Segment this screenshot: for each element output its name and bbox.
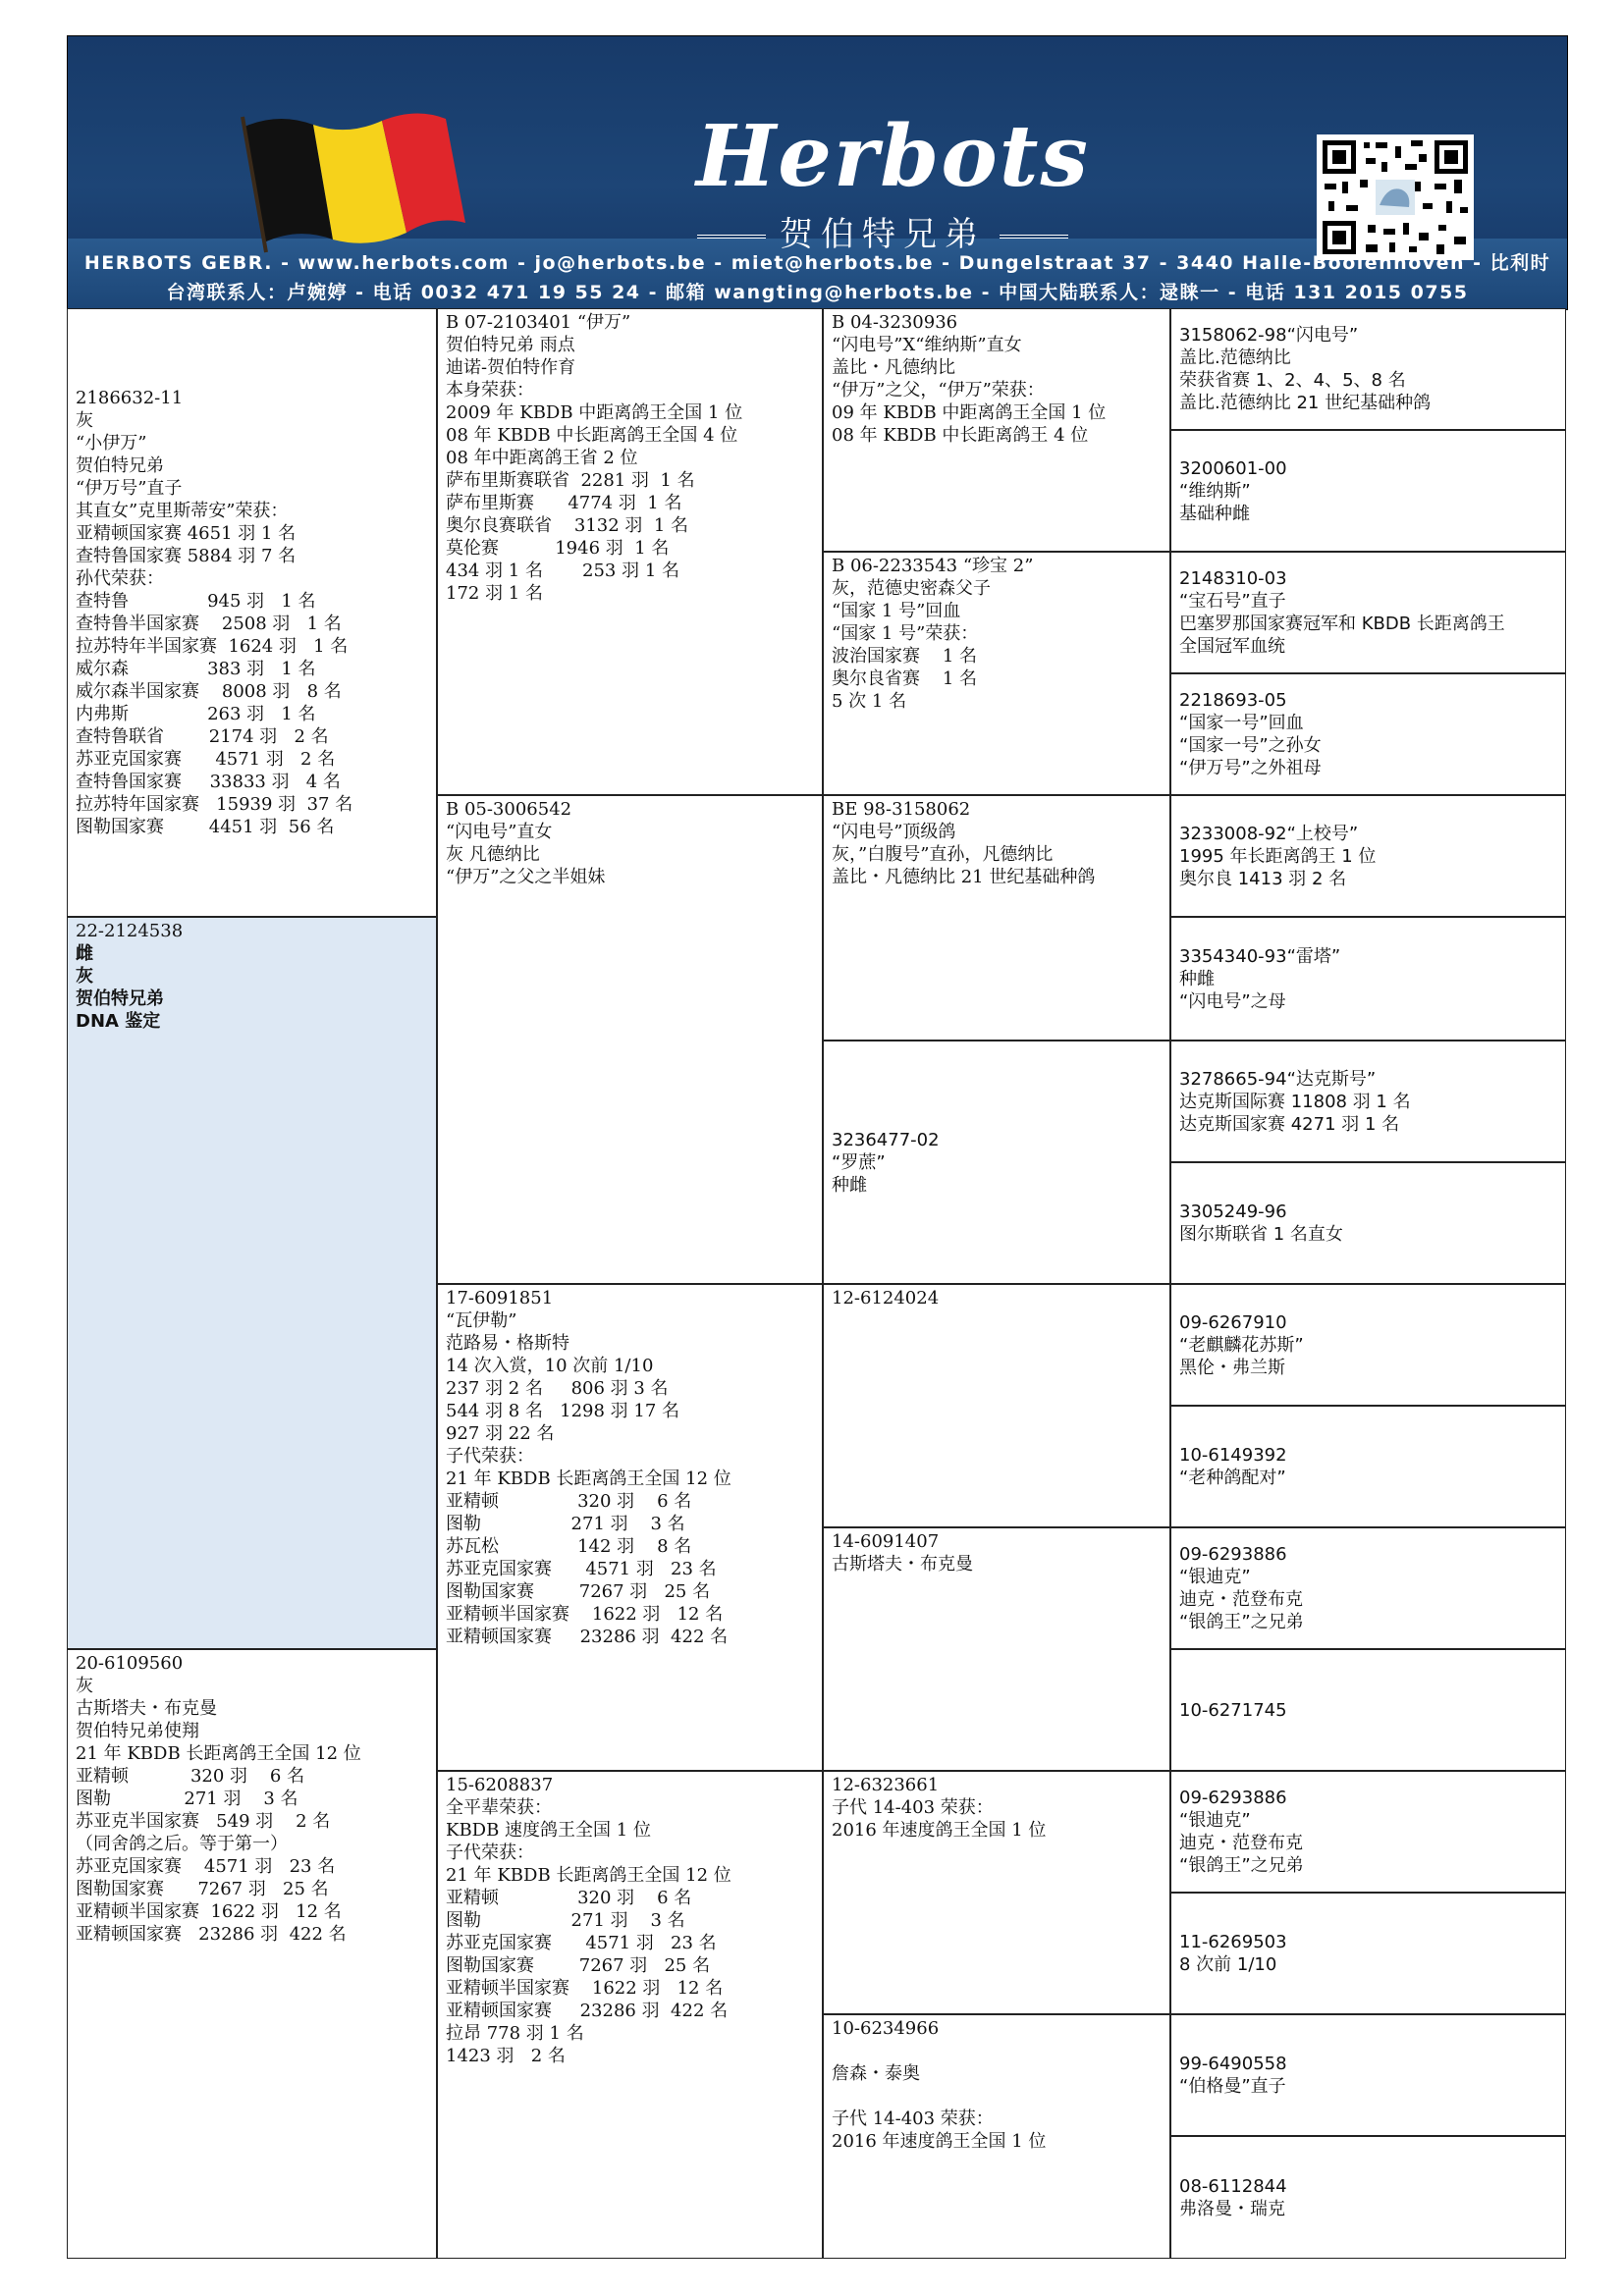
text-line: 本身荣获：: [446, 380, 534, 400]
text-line: 2186632-11: [76, 388, 184, 408]
text-line: 1423 羽 2 名: [446, 2046, 566, 2066]
text-line: 10-6149392: [1179, 1445, 1287, 1466]
text-line: 查特鲁 945 羽 1 名: [76, 591, 316, 612]
text-line: 迪诺-贺伯特作育: [446, 357, 576, 378]
text-line: 盖比.范德纳比 21 世纪基础种鸽: [1179, 393, 1432, 413]
text-line: 08 年 KBDB 中长距离鸽王 4 位: [832, 425, 1089, 446]
text-line: 图勒 271 羽 3 名: [76, 1789, 298, 1809]
text-line: （同舍鸽之后。等于第一）: [76, 1834, 288, 1854]
gen2-box-1: [437, 308, 823, 795]
subject-sex: 雌: [76, 943, 93, 964]
text-line: 基础种雌: [1179, 503, 1250, 524]
text-line: 子代 14-403 荣获：: [832, 1797, 994, 1818]
text-line: 亚精顿国家赛 23286 羽 422 名: [446, 2001, 729, 2021]
gen4-box-5: [1170, 795, 1566, 917]
gen4-details-15: [1179, 2053, 1557, 2098]
text-line: 子代荣获：: [446, 1446, 534, 1467]
qr-code-icon: [1317, 134, 1474, 260]
gen4-box-16: [1170, 2136, 1566, 2259]
gen4-box-13: [1170, 1771, 1566, 1893]
text-line: 其直女”克里斯蒂安”荣获：: [76, 501, 289, 521]
gen2-details-4: [446, 1774, 814, 2067]
text-line: 弗洛曼・瑞克: [1179, 2198, 1285, 2219]
gen4-box-12: [1170, 1649, 1566, 1771]
gen3-box-5: [823, 1284, 1170, 1527]
gen4-details-13: [1179, 1787, 1557, 1877]
text-line: 12-6124024: [832, 1288, 940, 1308]
text-line: 亚精顿国家赛 23286 羽 422 名: [446, 1627, 729, 1647]
text-line: BE 98-3158062: [832, 799, 971, 820]
sire-box: [67, 308, 437, 917]
text-line: 15-6208837: [446, 1775, 554, 1795]
text-line: 内弗斯 263 羽 1 名: [76, 704, 316, 724]
text-line: 奥尔良省赛 1 名: [832, 668, 978, 689]
gen4-details-8: [1179, 1201, 1557, 1246]
text-line: “闪电号”直女: [446, 822, 553, 842]
text-line: 苏亚克国家赛 4571 羽 2 名: [76, 749, 336, 770]
text-line: “维纳斯”: [1179, 480, 1251, 502]
text-line: 贺伯特兄弟使翔: [76, 1721, 199, 1741]
gen2-details-3: [446, 1287, 814, 1648]
text-line: 查特鲁半国家赛 2508 羽 1 名: [76, 614, 342, 634]
text-line: 种雌: [1179, 968, 1215, 989]
dam-box: [67, 1649, 437, 2259]
text-line: 5 次 1 名: [832, 691, 907, 712]
gen4-box-14: [1170, 1893, 1566, 2014]
text-line: KBDB 速度鸽王全国 1 位: [446, 1820, 651, 1841]
gen3-box-4: [823, 1041, 1170, 1284]
text-line: 威尔森 383 羽 1 名: [76, 659, 316, 679]
text-line: 波治国家赛 1 名: [832, 646, 978, 667]
gen3-box-6: [823, 1527, 1170, 1771]
text-line: “伊万”之父，“伊万”荣获：: [832, 380, 1045, 400]
text-line: 苏亚克国家赛 4571 羽 23 名: [446, 1559, 717, 1579]
text-line: “罗蔗”: [832, 1152, 886, 1173]
text-line: 图勒国家赛 7267 羽 25 名: [76, 1879, 329, 1899]
text-line: 3233008-92“上校号”: [1179, 823, 1359, 844]
text-line: “国家一号”之孙女: [1179, 735, 1322, 756]
text-line: “闪电号”顶级鸽: [832, 822, 956, 842]
gen2-box-4: [437, 1771, 823, 2259]
gen3-details-3: [832, 798, 1162, 888]
gen4-box-6: [1170, 917, 1566, 1041]
text-line: B 04-3230936: [832, 312, 958, 333]
text-line: 全平辈荣获：: [446, 1797, 552, 1818]
text-line: 08 年中距离鸽王省 2 位: [446, 448, 638, 468]
text-line: 查特鲁国家赛 33833 羽 4 名: [76, 772, 341, 792]
text-line: 全国冠军血统: [1179, 636, 1285, 657]
gen4-details-3: [1179, 567, 1557, 658]
text-line: 灰，范德史密森父子: [832, 578, 991, 599]
text-line: 灰: [76, 1676, 93, 1696]
text-line: 迪克・范登布克: [1179, 1589, 1303, 1610]
text-line: “闪电号”之母: [1179, 990, 1286, 1012]
logo-subtitle: 贺伯特兄弟: [657, 213, 1109, 256]
text-line: 2009 年 KBDB 中距离鸽王全国 1 位: [446, 402, 743, 423]
text-line: 434 羽 1 名 253 羽 1 名: [446, 561, 679, 581]
text-line: “老麒麟花苏斯”: [1179, 1334, 1304, 1356]
gen3-details-1: [832, 311, 1162, 447]
text-line: 苏亚克国家赛 4571 羽 23 名: [76, 1856, 336, 1877]
gen4-details-10: [1179, 1444, 1557, 1489]
text-line: “宝石号”直子: [1179, 591, 1286, 612]
text-line: 苏亚克半国家赛 549 羽 2 名: [76, 1811, 331, 1832]
subject-box: [67, 917, 437, 1649]
text-line: 威尔森半国家赛 8008 羽 8 名: [76, 681, 342, 702]
text-line: “国家一号”回血: [1179, 713, 1304, 733]
header-banner: [67, 35, 1568, 310]
gen4-box-7: [1170, 1041, 1566, 1162]
text-line: 21 年 KBDB 长距离鸽王全国 12 位: [446, 1468, 731, 1489]
text-line: 盖比・凡德纳比: [832, 357, 955, 378]
text-line: 查特鲁国家赛 5884 羽 7 名: [76, 546, 297, 566]
text-line: 2218693-05: [1179, 690, 1287, 711]
text-line: 种雌: [832, 1175, 867, 1196]
text-line: 奥尔良赛联省 3132 羽 1 名: [446, 515, 689, 536]
gen4-box-11: [1170, 1527, 1566, 1649]
text-line: 09-6267910: [1179, 1311, 1287, 1333]
gen3-details-7: [832, 1774, 1162, 1842]
text-line: 10-6271745: [1179, 1699, 1287, 1721]
subject-ring: 22-2124538: [76, 921, 184, 941]
text-line: “小伊万”: [76, 433, 147, 454]
gen4-details-9: [1179, 1311, 1557, 1379]
dam-details: [76, 1652, 428, 1946]
text-line: 迪克・范登布克: [1179, 1833, 1303, 1853]
text-line: 亚精顿国家赛 23286 羽 422 名: [76, 1924, 347, 1945]
text-line: 亚精顿半国家赛 1622 羽 12 名: [446, 1978, 724, 1999]
text-line: 17-6091851: [446, 1288, 554, 1308]
gen4-details-1: [1179, 324, 1557, 414]
text-line: 3200601-00: [1179, 457, 1287, 479]
text-line: 14-6091407: [832, 1531, 940, 1552]
text-line: 3305249-96: [1179, 1201, 1287, 1222]
text-line: 孙代荣获：: [76, 568, 164, 589]
text-line: “银鸽王”之兄弟: [1179, 1612, 1304, 1632]
gen4-details-12: [1179, 1699, 1557, 1722]
text-line: 21 年 KBDB 长距离鸽王全国 12 位: [446, 1865, 731, 1886]
text-line: 奥尔良 1413 羽 2 名: [1179, 868, 1347, 889]
text-line: 2016 年速度鸽王全国 1 位: [832, 1820, 1047, 1841]
gen3-box-8: [823, 2014, 1170, 2259]
text-line: 子代荣获：: [446, 1842, 534, 1863]
text-line: 09 年 KBDB 中距离鸽王全国 1 位: [832, 402, 1107, 423]
gen3-box-3: [823, 795, 1170, 1041]
text-line: 11-6269503: [1179, 1932, 1287, 1952]
text-line: 图勒 271 羽 3 名: [446, 1514, 685, 1534]
text-line: “伯格曼”直子: [1179, 2076, 1286, 2097]
text-line: “银迪克”: [1179, 1810, 1251, 1831]
gen4-details-2: [1179, 457, 1557, 525]
subject-color: 灰: [76, 966, 93, 987]
text-line: 3158062-98“闪电号”: [1179, 325, 1359, 346]
text-line: 2016 年速度鸽王全国 1 位: [832, 2131, 1047, 2152]
gen3-box-1: [823, 308, 1170, 552]
gen4-details-11: [1179, 1543, 1557, 1633]
gen2-box-2: [437, 795, 823, 1284]
text-line: 盖比.范德纳比: [1179, 347, 1291, 368]
text-line: 亚精顿半国家赛 1622 羽 12 名: [446, 1604, 724, 1625]
text-line: 苏瓦松 142 羽 8 名: [446, 1536, 692, 1557]
text-line: B 05-3006542: [446, 799, 572, 820]
text-line: 21 年 KBDB 长距离鸽王全国 12 位: [76, 1743, 361, 1764]
gen2-box-3: [437, 1284, 823, 1771]
text-line: “国家 1 号”荣获：: [832, 623, 979, 644]
text-line: 巴塞罗那国家赛冠军和 KBDB 长距离鸽王: [1179, 614, 1505, 634]
text-line: 3354340-93“雷塔”: [1179, 945, 1341, 967]
text-line: 3236477-02: [832, 1130, 940, 1150]
gen4-details-6: [1179, 945, 1557, 1013]
gen3-box-7: [823, 1771, 1170, 2014]
text-line: 灰: [76, 410, 93, 431]
text-line: 范路易・格斯特: [446, 1333, 569, 1354]
text-line: [832, 2040, 1162, 2062]
text-line: “伊万号”直子: [76, 478, 183, 499]
gen4-details-7: [1179, 1068, 1557, 1136]
text-line: 查特鲁联省 2174 羽 2 名: [76, 726, 329, 747]
text-line: 达克斯国家赛 4271 羽 1 名: [1179, 1113, 1400, 1135]
text-line: 亚精顿 320 羽 6 名: [446, 1888, 692, 1908]
text-line: 莫伦赛 1946 羽 1 名: [446, 538, 670, 559]
gen2-details-2: [446, 798, 814, 888]
text-line: 灰，”白腹号”直孙，凡德纳比: [832, 844, 1054, 865]
gen4-box-15: [1170, 2014, 1566, 2136]
text-line: 1995 年长距离鸽王 1 位: [1179, 845, 1377, 867]
text-line: 08 年 KBDB 中长距离鸽王全国 4 位: [446, 425, 738, 446]
gen4-details-16: [1179, 2175, 1557, 2220]
gen4-box-8: [1170, 1162, 1566, 1284]
text-line: 图勒国家赛 7267 羽 25 名: [446, 1581, 711, 1602]
text-line: “银鸽王”之兄弟: [1179, 1855, 1304, 1876]
gen3-box-2: [823, 552, 1170, 795]
gen2-details-1: [446, 311, 814, 605]
text-line: “老种鸽配对”: [1179, 1468, 1286, 1488]
text-line: 萨布里斯赛 4774 羽 1 名: [446, 493, 682, 513]
text-line: 古斯塔夫・布克曼: [832, 1554, 973, 1575]
text-line: 古斯塔夫・布克曼: [76, 1698, 217, 1719]
text-line: B 06-2233543 “珍宝 2”: [832, 556, 1034, 576]
text-line: 贺伯特兄弟: [76, 455, 164, 476]
gen4-details-4: [1179, 689, 1557, 779]
subject-breeder: 贺伯特兄弟: [76, 988, 164, 1009]
text-line: 927 羽 22 名: [446, 1423, 555, 1444]
text-line: 亚精顿 320 羽 6 名: [76, 1766, 305, 1787]
text-line: 10-6234966: [832, 2018, 940, 2039]
sire-details: [76, 387, 428, 838]
text-line: 黑伦・弗兰斯: [1179, 1357, 1285, 1378]
text-line: 盖比・凡德纳比 21 世纪基础种鸽: [832, 867, 1096, 887]
text-line: 237 羽 2 名 806 羽 3 名: [446, 1378, 669, 1399]
gen4-box-2: [1170, 430, 1566, 552]
text-line: 12-6323661: [832, 1775, 940, 1795]
text-line: 图勒国家赛 7267 羽 25 名: [446, 1955, 711, 1976]
text-line: 荣获省赛 1、2、4、5、8 名: [1179, 370, 1406, 391]
text-line: 20-6109560: [76, 1653, 184, 1674]
text-line: 09-6293886: [1179, 1788, 1287, 1808]
gen3-details-4: [832, 1129, 1162, 1197]
subject-note: DNA 鉴定: [76, 1011, 161, 1032]
belgium-flag-icon: [225, 107, 470, 254]
text-line: 灰 凡德纳比: [446, 844, 540, 865]
text-line: 图尔斯联省 1 名直女: [1179, 1224, 1343, 1245]
text-line: 14 次入赏，10 次前 1/10: [446, 1356, 654, 1376]
text-line: 萨布里斯赛联省 2281 羽 1 名: [446, 470, 695, 491]
text-line: 99-6490558: [1179, 2054, 1287, 2074]
gen4-box-9: [1170, 1284, 1566, 1406]
text-line: 亚精顿国家赛 4651 羽 1 名: [76, 523, 297, 544]
text-line: B 07-2103401 “伊万”: [446, 312, 631, 333]
herbots-logo: Herbots: [696, 107, 1090, 206]
gen3-details-2: [832, 555, 1162, 713]
text-line: 亚精顿半国家赛 1622 羽 12 名: [76, 1901, 342, 1922]
text-line: 8 次前 1/10: [1179, 1954, 1277, 1975]
text-line: 09-6293886: [1179, 1544, 1287, 1565]
gen4-box-1: [1170, 308, 1566, 430]
text-line: 图勒 271 羽 3 名: [446, 1910, 685, 1931]
text-line: 苏亚克国家赛 4571 羽 23 名: [446, 1933, 717, 1953]
text-line: 2148310-03: [1179, 568, 1287, 589]
gen4-box-3: [1170, 552, 1566, 673]
text-line: [832, 2085, 1162, 2108]
text-line: “伊万”之父之半姐妹: [446, 867, 606, 887]
contact-line-2: 台湾联系人：卢婉婷 - 电话 0032 471 19 55 24 - 邮箱 wangting@herbots.be - 中国大陆联系人：逯睐一 - 电话 131 2015 0755: [166, 282, 1469, 303]
text-line: “国家 1 号”回血: [832, 601, 961, 621]
contact-line-1: HERBOTS GEBR. - www.herbots.com - jo@herbots.be - miet@herbots.be - Dungelstraat 37 - 3440 Halle-Booienhoven - 比利时: [83, 252, 1551, 274]
text-line: “伊万号”之外祖母: [1179, 758, 1322, 778]
text-line: 3278665-94“达克斯号”: [1179, 1068, 1377, 1090]
text-line: 詹森・泰奥: [832, 2063, 920, 2084]
gen3-details-6: [832, 1530, 1162, 1575]
gen4-box-4: [1170, 673, 1566, 795]
text-line: 544 羽 8 名 1298 羽 17 名: [446, 1401, 680, 1421]
text-line: 172 羽 1 名: [446, 583, 543, 604]
text-line: 亚精顿 320 羽 6 名: [446, 1491, 692, 1512]
text-line: 拉苏特年半国家赛 1624 羽 1 名: [76, 636, 349, 657]
text-line: 子代 14-403 荣获：: [832, 2109, 994, 2129]
gen4-box-10: [1170, 1406, 1566, 1527]
text-line: “闪电号”X“维纳斯”直女: [832, 335, 1022, 355]
text-line: 图勒国家赛 4451 羽 56 名: [76, 817, 335, 837]
gen3-details-5: [832, 1287, 1162, 1309]
text-line: 拉昂 778 羽 1 名: [446, 2023, 584, 2044]
text-line: “银迪克”: [1179, 1567, 1251, 1587]
gen4-details-14: [1179, 1931, 1557, 1976]
text-line: 08-6112844: [1179, 2175, 1287, 2197]
text-line: 贺伯特兄弟 雨点: [446, 335, 575, 355]
gen4-details-5: [1179, 823, 1557, 890]
text-line: 达克斯国际赛 11808 羽 1 名: [1179, 1091, 1411, 1112]
text-line: “瓦伊勒”: [446, 1310, 517, 1331]
text-line: 拉苏特年国家赛 15939 羽 37 名: [76, 794, 353, 815]
gen3-details-8: [832, 2017, 1162, 2153]
